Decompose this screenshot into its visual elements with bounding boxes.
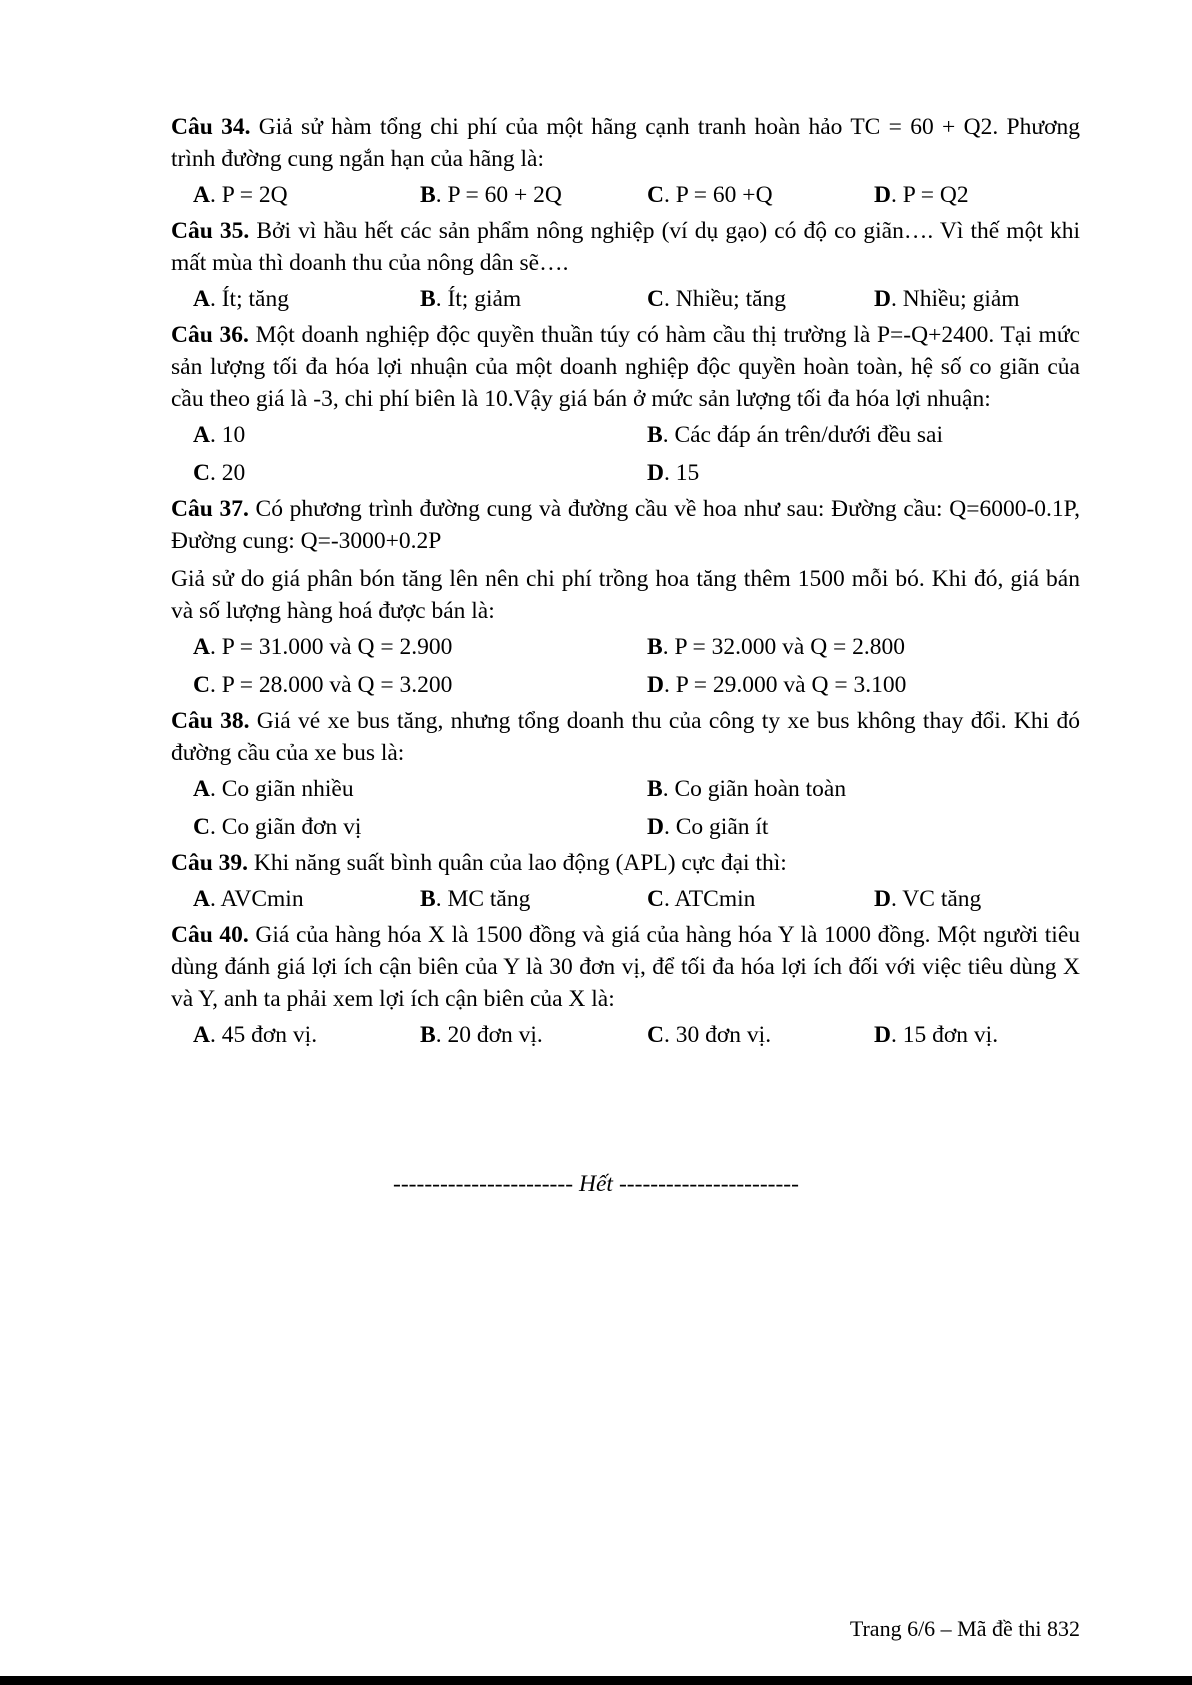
option-b: [420, 179, 647, 211]
question-37: [171, 493, 1080, 701]
option-letter: C: [647, 1022, 664, 1048]
option-letter: A: [193, 776, 210, 802]
question-label: Câu 37.: [171, 496, 249, 522]
option-b: [647, 419, 1080, 451]
option-a: [193, 419, 647, 451]
option-c: [647, 1019, 874, 1051]
option-letter: B: [420, 886, 436, 912]
end-dashes-right: -----------------------: [618, 1171, 799, 1197]
option-text: . AVCmin: [209, 886, 304, 912]
option-text: . P = 2Q: [209, 182, 288, 208]
option-letter: A: [193, 1022, 210, 1048]
option-letter: B: [420, 182, 436, 208]
option-d: [874, 283, 1080, 315]
option-text: . 15 đơn vị.: [890, 1022, 999, 1048]
option-letter: C: [647, 286, 664, 312]
page-bottom-border: [0, 1676, 1192, 1685]
option-d: [874, 179, 1080, 211]
option-b: [420, 883, 647, 915]
option-c: [647, 283, 874, 315]
option-d: [647, 669, 1080, 701]
answer-options: [193, 631, 1080, 701]
option-d: [874, 883, 1080, 915]
option-letter: D: [874, 182, 891, 208]
option-text: . P = 29.000 và Q = 3.100: [663, 672, 907, 698]
question-label: Câu 36.: [171, 322, 249, 348]
option-a: [193, 179, 420, 211]
end-of-exam-marker: [0, 1168, 1192, 1200]
option-a: [193, 773, 647, 805]
option-letter: B: [647, 422, 663, 448]
option-a: [193, 883, 420, 915]
option-c: [193, 811, 647, 843]
end-dashes-left: -----------------------: [393, 1171, 574, 1197]
option-text: . P = 60 + 2Q: [435, 182, 562, 208]
option-text: . P = Q2: [890, 182, 969, 208]
option-letter: D: [874, 1022, 891, 1048]
question-body: Bởi vì hầu hết các sản phẩm nông nghiệp (ví dụ gạo) có độ co giãn…. Vì thế một khi mất mùa thì doanh thu của nông dân sẽ….: [171, 218, 1080, 276]
option-text: . 20: [209, 460, 246, 486]
option-c: [193, 669, 647, 701]
option-text: . Ít; giảm: [435, 286, 522, 312]
option-letter: A: [193, 886, 210, 912]
option-letter: B: [420, 286, 436, 312]
option-letter: C: [647, 886, 664, 912]
option-letter: A: [193, 634, 210, 660]
option-d: [874, 1019, 1080, 1051]
question-body: Khi năng suất bình quân của lao động (APL) cực đại thì:: [248, 850, 787, 876]
option-letter: D: [874, 286, 891, 312]
question-text: [171, 215, 1080, 279]
page-footer: Trang 6/6 – Mã đề thi 832: [849, 1616, 1080, 1641]
option-b: [647, 773, 1080, 805]
option-text: . Co giãn nhiều: [209, 776, 354, 802]
question-label: Câu 34.: [171, 114, 251, 140]
question-text: [171, 847, 1080, 879]
question-39: [171, 847, 1080, 915]
question-body: Giá của hàng hóa X là 1500 đồng và giá của hàng hóa Y là 1000 đồng. Một người tiêu dùng đánh giá lợi ích cận biên của Y là 30 đơn vị, để tối đa hóa lợi ích đối với việc tiêu dùng X và Y, anh ta phải xem lợi ích cận biên của X là:: [171, 922, 1080, 1012]
answer-options: [193, 883, 1080, 915]
option-text: . ATCmin: [663, 886, 756, 912]
question-text: [171, 919, 1080, 1015]
option-text: . Nhiều; giảm: [890, 286, 1020, 312]
option-text: . P = 28.000 và Q = 3.200: [209, 672, 453, 698]
option-c: [193, 457, 647, 489]
option-a: [193, 283, 420, 315]
option-letter: A: [193, 182, 210, 208]
option-c: [647, 179, 874, 211]
answer-options: [193, 419, 1080, 489]
question-text: [171, 493, 1080, 557]
option-text: . VC tăng: [890, 886, 982, 912]
option-text: . 10: [209, 422, 246, 448]
question-label: Câu 39.: [171, 850, 249, 876]
option-letter: B: [647, 634, 663, 660]
option-text: . Nhiều; tăng: [663, 286, 787, 312]
option-text: . Ít; tăng: [209, 286, 289, 312]
option-letter: C: [647, 182, 664, 208]
option-a: [193, 631, 647, 663]
option-text: . 30 đơn vị.: [663, 1022, 772, 1048]
option-letter: D: [874, 886, 891, 912]
option-text: . Co giãn ít: [663, 814, 769, 840]
option-letter: B: [420, 1022, 436, 1048]
option-text: . MC tăng: [435, 886, 531, 912]
question-36: [171, 319, 1080, 489]
option-letter: D: [647, 672, 664, 698]
option-b: [420, 1019, 647, 1051]
question-label: Câu 40.: [171, 922, 249, 948]
question-text: [171, 705, 1080, 769]
option-text: . P = 60 +Q: [663, 182, 773, 208]
option-a: [193, 1019, 420, 1051]
question-label: Câu 35.: [171, 218, 250, 244]
option-d: [647, 457, 1080, 489]
option-text: . P = 31.000 và Q = 2.900: [209, 634, 453, 660]
option-letter: D: [647, 460, 664, 486]
answer-options: [193, 179, 1080, 211]
option-letter: C: [193, 814, 210, 840]
end-word: Hết: [579, 1171, 613, 1197]
question-38: [171, 705, 1080, 843]
option-text: . 45 đơn vị.: [209, 1022, 318, 1048]
option-text: . P = 32.000 và Q = 2.800: [662, 634, 906, 660]
option-text: . Các đáp án trên/dưới đều sai: [662, 422, 944, 448]
question-extra-text: Giả sử do giá phân bón tăng lên nên chi phí trồng hoa tăng thêm 1500 mỗi bó. Khi đó, giá bán và số lượng hàng hoá được bán là:: [171, 566, 1080, 624]
option-d: [647, 811, 1080, 843]
option-letter: D: [647, 814, 664, 840]
option-letter: C: [193, 672, 210, 698]
option-text: . 20 đơn vị.: [435, 1022, 543, 1048]
option-letter: A: [193, 422, 210, 448]
option-text: . 15: [663, 460, 700, 486]
option-letter: C: [193, 460, 210, 486]
exam-content: [171, 111, 1080, 1055]
option-letter: B: [647, 776, 663, 802]
question-body: Giá vé xe bus tăng, nhưng tổng doanh thu của công ty xe bus không thay đổi. Khi đó đường cầu của xe bus là:: [171, 708, 1080, 766]
question-35: [171, 215, 1080, 315]
question-text: [171, 111, 1080, 175]
question-40: [171, 919, 1080, 1051]
question-body: Một doanh nghiệp độc quyền thuần túy có hàm cầu thị trường là P=-Q+2400. Tại mức sản lượng tối đa hóa lợi nhuận của một doanh nghiệp độc quyền hoàn toàn, hệ số co giãn của cầu theo giá là -3, chi phí biên là 10.Vậy giá bán ở mức sản lượng tối đa hóa lợi nhuận:: [171, 322, 1080, 412]
question-label: Câu 38.: [171, 708, 250, 734]
question-body: Có phương trình đường cung và đường cầu về hoa như sau: Đường cầu: Q=6000-0.1P, Đường cung: Q=-3000+0.2P: [171, 496, 1080, 554]
option-text: . Co giãn hoàn toàn: [662, 776, 847, 802]
question-34: [171, 111, 1080, 211]
option-text: . Co giãn đơn vị: [209, 814, 362, 840]
answer-options: [193, 773, 1080, 843]
answer-options: [193, 283, 1080, 315]
answer-options: [193, 1019, 1080, 1051]
option-letter: A: [193, 286, 210, 312]
question-body: Giả sử hàm tổng chi phí của một hãng cạnh tranh hoàn hảo TC = 60 + Q2. Phương trình đường cung ngắn hạn của hãng là:: [171, 114, 1080, 172]
question-text: [171, 319, 1080, 415]
option-c: [647, 883, 874, 915]
option-b: [420, 283, 647, 315]
option-b: [647, 631, 1080, 663]
